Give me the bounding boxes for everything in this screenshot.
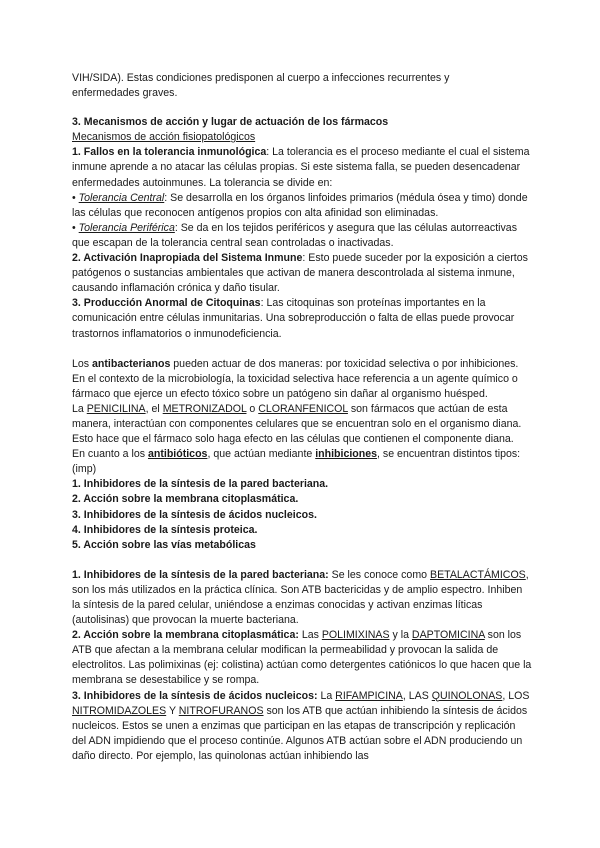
tolerance-text: : La tolerancia es el proceso mediante el cual el sistema inmune aprende a no atacar las células propias. Si este sistema falla, se pueden desencadenar enfermedades autoinmunes. La tolerancia se divide en: bbox=[72, 146, 530, 189]
central-tolerance-bullet bbox=[72, 191, 532, 221]
text-fragment: , LOS bbox=[502, 689, 530, 702]
text-fragment: En cuanto a los bbox=[72, 448, 148, 461]
peripheral-tolerance-text: : Se da en los tejidos periféricos y asegura que las células autorreactivas que escapan de la tolerancia central sean controladas o inactivadas. bbox=[72, 221, 517, 249]
text-fragment: La bbox=[72, 402, 87, 415]
intro-line-2: enfermedades graves. bbox=[72, 87, 178, 100]
text-fragment: , que actúan mediante bbox=[207, 448, 316, 461]
list-item-text: 3. Inhibidores de la síntesis de ácidos nucleicos. bbox=[72, 508, 317, 521]
drug-cloranfenicol: CLORANFENICOL bbox=[258, 402, 348, 415]
list-item-text: 1. Inhibidores de la síntesis de la pared bacteriana. bbox=[72, 478, 329, 491]
section-subheading-text: Mecanismos de acción fisiopatológicos bbox=[72, 131, 256, 144]
text-fragment: o bbox=[246, 402, 259, 415]
inappropriate-activation-text: : Esto puede suceder por la exposición a ciertos patógenos o sustancias ambientales que activan de manera descontrolada al sistema inmune, causando inflamación crónica y daño tisular. bbox=[72, 252, 528, 295]
section-subheading bbox=[72, 130, 532, 145]
intro-paragraph bbox=[72, 71, 532, 101]
drug-daptomicina: DAPTOMICINA bbox=[411, 629, 485, 642]
drug-polimixinas: POLIMIXINAS bbox=[321, 629, 390, 642]
text-fragment: son los ATB que afectan a la membrana celular modifican la permeabilidad y provocan la salida de electrolitos. Las polimixinas (ej: colistina) actúan como detergentes catiónicos lo que hacen que la membrana se desestabilice y se rompa. bbox=[72, 629, 532, 687]
antibacterials-paragraph bbox=[72, 357, 532, 402]
section-heading-text: 3. Mecanismos de acción y lugar de actuación de los fármacos bbox=[72, 116, 389, 129]
bullet-marker: • bbox=[72, 191, 76, 204]
text-fragment: Las bbox=[298, 629, 322, 642]
text-fragment: , el bbox=[145, 402, 163, 415]
intro-line-1: VIH/SIDA). Estas condiciones predisponen al cuerpo a infecciones recurrentes y bbox=[72, 72, 450, 84]
text-fragment: La bbox=[317, 689, 336, 702]
membrane-action-paragraph bbox=[72, 628, 532, 688]
cell-wall-title: 1. Inhibidores de la síntesis de la pared bacteriana: bbox=[72, 568, 329, 581]
drug-metronizadol: METRONIZADOL bbox=[162, 402, 247, 415]
tolerance-title: 1. Fallos en la tolerancia inmunológica bbox=[72, 146, 267, 159]
antibiotics-term: antibióticos bbox=[147, 448, 208, 461]
list-item bbox=[72, 508, 532, 523]
text-fragment: son fármacos que actúan de esta manera, interactúan con componentes celulares que se encuentran solo en el organismo diana. Esto hace que el fármaco solo haga efecto en las células que contienen el componente diana. bbox=[72, 402, 522, 446]
list-item-text: 2. Acción sobre la membrana citoplasmática. bbox=[72, 493, 299, 506]
list-item bbox=[72, 477, 532, 492]
bullet-marker: • bbox=[72, 221, 76, 234]
section-heading bbox=[72, 115, 532, 130]
drug-nitromidazoles: NITROMIDAZOLES bbox=[72, 704, 167, 717]
list-item bbox=[72, 538, 532, 553]
text-fragment: , son los más utilizados en la práctica clínica. Son ATB bactericidas y de amplio espectro. Inhiben la síntesis de la pared celular, uniéndose a enzimas conocidas y activan enzimas líticas (autolisinas) que provocan la muerte bacteriana. bbox=[72, 568, 529, 627]
text-fragment: , se encuentran distintos tipos: (imp) bbox=[72, 448, 521, 476]
list-item bbox=[72, 523, 532, 538]
inappropriate-activation-title: 2. Activación Inapropiada del Sistema Inmune bbox=[72, 252, 303, 265]
list-item-text: 4. Inhibidores de la síntesis proteica. bbox=[72, 523, 258, 536]
peripheral-tolerance-term: Tolerancia Periférica bbox=[78, 221, 175, 234]
text-fragment: , LAS bbox=[402, 689, 432, 702]
drug-penicilina: PENICILINA bbox=[86, 402, 146, 415]
drug-quinolonas: QUINOLONAS bbox=[431, 689, 503, 702]
cytokines-text: : Las citoquinas son proteínas importantes en la comunicación entre células inmunitarias. Una sobreproducción o falta de ellas puede provocar trastornos inflamatorios o inmunodeficiencia. bbox=[72, 297, 515, 340]
nucleic-acid-inhibitors-paragraph bbox=[72, 689, 532, 764]
inappropriate-activation-paragraph bbox=[72, 251, 532, 296]
drug-betalactamicos: BETALACTÁMICOS bbox=[430, 568, 526, 581]
text-fragment: pueden actuar de dos maneras: por toxicidad selectiva o por inhibiciones. En el contexto de la microbiología, la toxicidad selectiva hace referencia a un agente químico o fármaco que ejerce un efecto tóxico sobre un patógeno sin dañar al organismo huésped. bbox=[72, 357, 519, 400]
antibacterials-term: antibacterianos bbox=[92, 357, 171, 370]
page-content bbox=[72, 71, 532, 764]
selective-toxicity-drugs-paragraph bbox=[72, 402, 532, 447]
text-fragment: son los ATB que actúan inhibiendo la síntesis de ácidos nucleicos. Estos se unen a enzimas que participan en las etapas de transcripción y replicación del ADN impidiendo que el proceso continúe. Algunos ATB actúan sobre el ADN produciendo un daño directo. Por ejemplo, las quinolonas actúan inhibiendo las bbox=[72, 704, 528, 762]
membrane-title: 2. Acción sobre la membrana citoplasmática: bbox=[72, 629, 299, 642]
text-fragment: y la bbox=[389, 629, 412, 642]
drug-rifampicina: RIFAMPICINA bbox=[335, 689, 403, 702]
central-tolerance-text: : Se desarrolla en los órganos linfoides primarios (médula ósea y timo) donde las células que reconocen antígenos propios con alta afinidad son eliminadas. bbox=[72, 191, 528, 219]
tolerance-paragraph bbox=[72, 145, 532, 190]
nucleic-acid-title: 3. Inhibidores de la síntesis de ácidos nucleicos: bbox=[72, 689, 318, 702]
antibiotics-types-paragraph bbox=[72, 447, 532, 477]
list-item bbox=[72, 492, 532, 507]
inhibitions-term: inhibiciones bbox=[315, 448, 378, 461]
cytokines-paragraph bbox=[72, 296, 532, 341]
drug-nitrofuranos: NITROFURANOS bbox=[178, 704, 264, 717]
cell-wall-inhibitors-paragraph bbox=[72, 568, 532, 628]
peripheral-tolerance-bullet bbox=[72, 221, 532, 251]
text-fragment: Se les conoce como bbox=[328, 568, 430, 581]
cytokines-title: 3. Producción Anormal de Citoquinas bbox=[72, 297, 261, 310]
central-tolerance-term: Tolerancia Central bbox=[78, 191, 165, 204]
text-fragment: Y bbox=[166, 704, 179, 717]
list-item-text: 5. Acción sobre las vías metabólicas bbox=[72, 538, 256, 551]
text-fragment: Los bbox=[72, 357, 93, 370]
